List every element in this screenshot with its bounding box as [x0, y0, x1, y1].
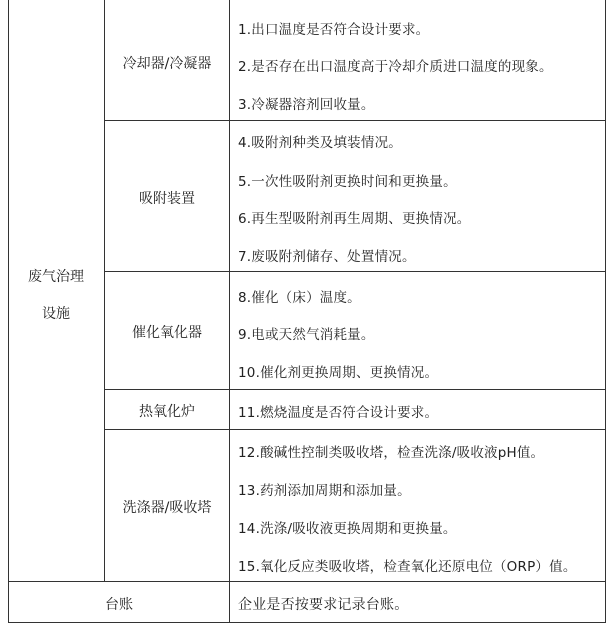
- group-name-catalytic: 催化氧化器: [132, 325, 202, 341]
- check-item: 1.出口温度是否符合设计要求。: [238, 22, 430, 38]
- right-border: [605, 0, 606, 623]
- check-item: 14.洗涤/吸收液更换周期和更换量。: [238, 521, 457, 537]
- check-item: 5.一次性吸附剂更换时间和更换量。: [238, 174, 457, 190]
- check-item: 10.催化剂更换周期、更换情况。: [238, 365, 439, 381]
- col-divider-2: [229, 0, 230, 623]
- check-item: 9.电或天然气消耗量。: [238, 327, 375, 343]
- facility-label-line2: 设施: [42, 306, 70, 322]
- check-item: 3.冷凝器溶剂回收量。: [238, 97, 375, 113]
- check-item: 15.氧化反应类吸收塔，检查氧化还原电位（ORP）值。: [238, 559, 577, 575]
- check-item: 12.酸碱性控制类吸收塔，检查洗涤/吸收液pH值。: [238, 445, 545, 461]
- check-item: 7.废吸附剂储存、处置情况。: [238, 249, 416, 265]
- row-divider-4: [104, 429, 606, 430]
- check-item: 11.燃烧温度是否符合设计要求。: [238, 405, 439, 421]
- facility-label-line1: 废气治理: [28, 269, 84, 285]
- check-item: 4.吸附剂种类及填装情况。: [238, 135, 402, 151]
- group-name-scrubber: 洗涤器/吸收塔: [122, 500, 212, 516]
- group-name-thermal: 热氧化炉: [139, 404, 195, 420]
- row-divider-1: [104, 120, 606, 121]
- col-divider-1: [104, 0, 105, 581]
- check-item: 13.药剂添加周期和添加量。: [238, 483, 411, 499]
- left-border: [8, 0, 9, 623]
- group-name-cooler: 冷却器/冷凝器: [122, 56, 212, 72]
- bottom-border: [8, 622, 606, 623]
- row-divider-5: [8, 581, 606, 582]
- check-item: 8.催化（床）温度。: [238, 290, 361, 306]
- row-divider-2: [104, 271, 606, 272]
- check-item: 6.再生型吸附剂再生周期、更换情况。: [238, 211, 471, 227]
- check-item: 2.是否存在出口温度高于冷却介质进口温度的现象。: [238, 59, 553, 75]
- group-name-adsorber: 吸附装置: [139, 191, 195, 207]
- ledger-label: 台账: [105, 597, 133, 613]
- row-divider-3: [104, 389, 606, 390]
- ledger-text: 企业是否按要求记录台账。: [238, 597, 409, 613]
